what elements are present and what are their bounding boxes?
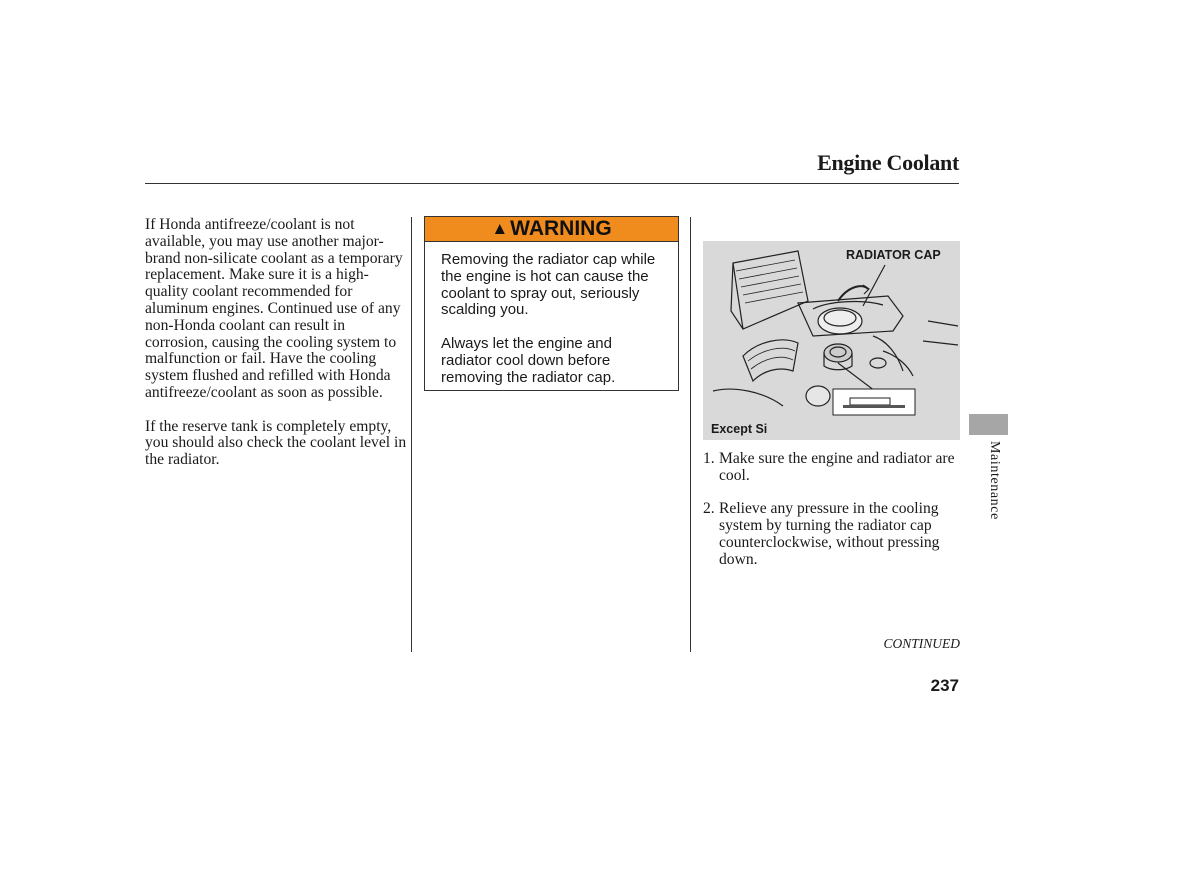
step-item [703, 451, 965, 485]
intro-column [145, 217, 407, 486]
radiator-cap-figure [703, 241, 960, 440]
warning-paragraph-2: Always let the engine and radiator cool down before removing the radiator cap. [441, 334, 616, 386]
procedure-steps [703, 451, 965, 585]
column-divider-2 [690, 217, 691, 652]
engine-bay-illustration [703, 241, 960, 440]
warning-header [425, 217, 678, 242]
step-number: 1. [703, 450, 715, 467]
step-text: Relieve any pressure in the cooling system by turning the radiator cap counterclockwise, without pressing down. [719, 500, 940, 568]
warning-box [424, 216, 679, 391]
radiator-cap-label: RADIATOR CAP [846, 248, 941, 262]
section-tab [969, 414, 1008, 435]
step-number: 2. [703, 500, 715, 518]
intro-paragraph-2: If the reserve tank is completely empty, you should also check the coolant level in the radiator. [145, 417, 407, 469]
intro-paragraph-1: If Honda antifreeze/coolant is not available, you may use another major-brand non-silicate coolant as a temporary replacement. Make sure it is a high-quality coolant recommended for aluminum engines. Continued use of any non-Honda coolant can result in corrosion, causing the cooling system to malfunction or fail. Have the cooling system flushed and refilled with Honda antifreeze/coolant as soon as possible. [145, 216, 403, 401]
continued-label: CONTINUED [883, 636, 960, 651]
warning-body [425, 242, 678, 386]
warning-triangle-icon: ▲ [491, 219, 509, 238]
page-title: Engine Coolant [817, 150, 959, 175]
header-rule [145, 183, 959, 184]
column-divider-1 [411, 217, 412, 652]
section-label: Maintenance [987, 441, 1002, 520]
warning-heading: WARNING [510, 217, 612, 240]
warning-paragraph-1: Removing the radiator cap while the engine is hot can cause the coolant to spray out, seriously scalding you. [441, 251, 656, 319]
figure-caption: Except Si [711, 422, 768, 436]
step-text: Make sure the engine and radiator are cool. [719, 450, 955, 484]
step-item [703, 501, 965, 568]
page-number: 237 [930, 676, 959, 695]
